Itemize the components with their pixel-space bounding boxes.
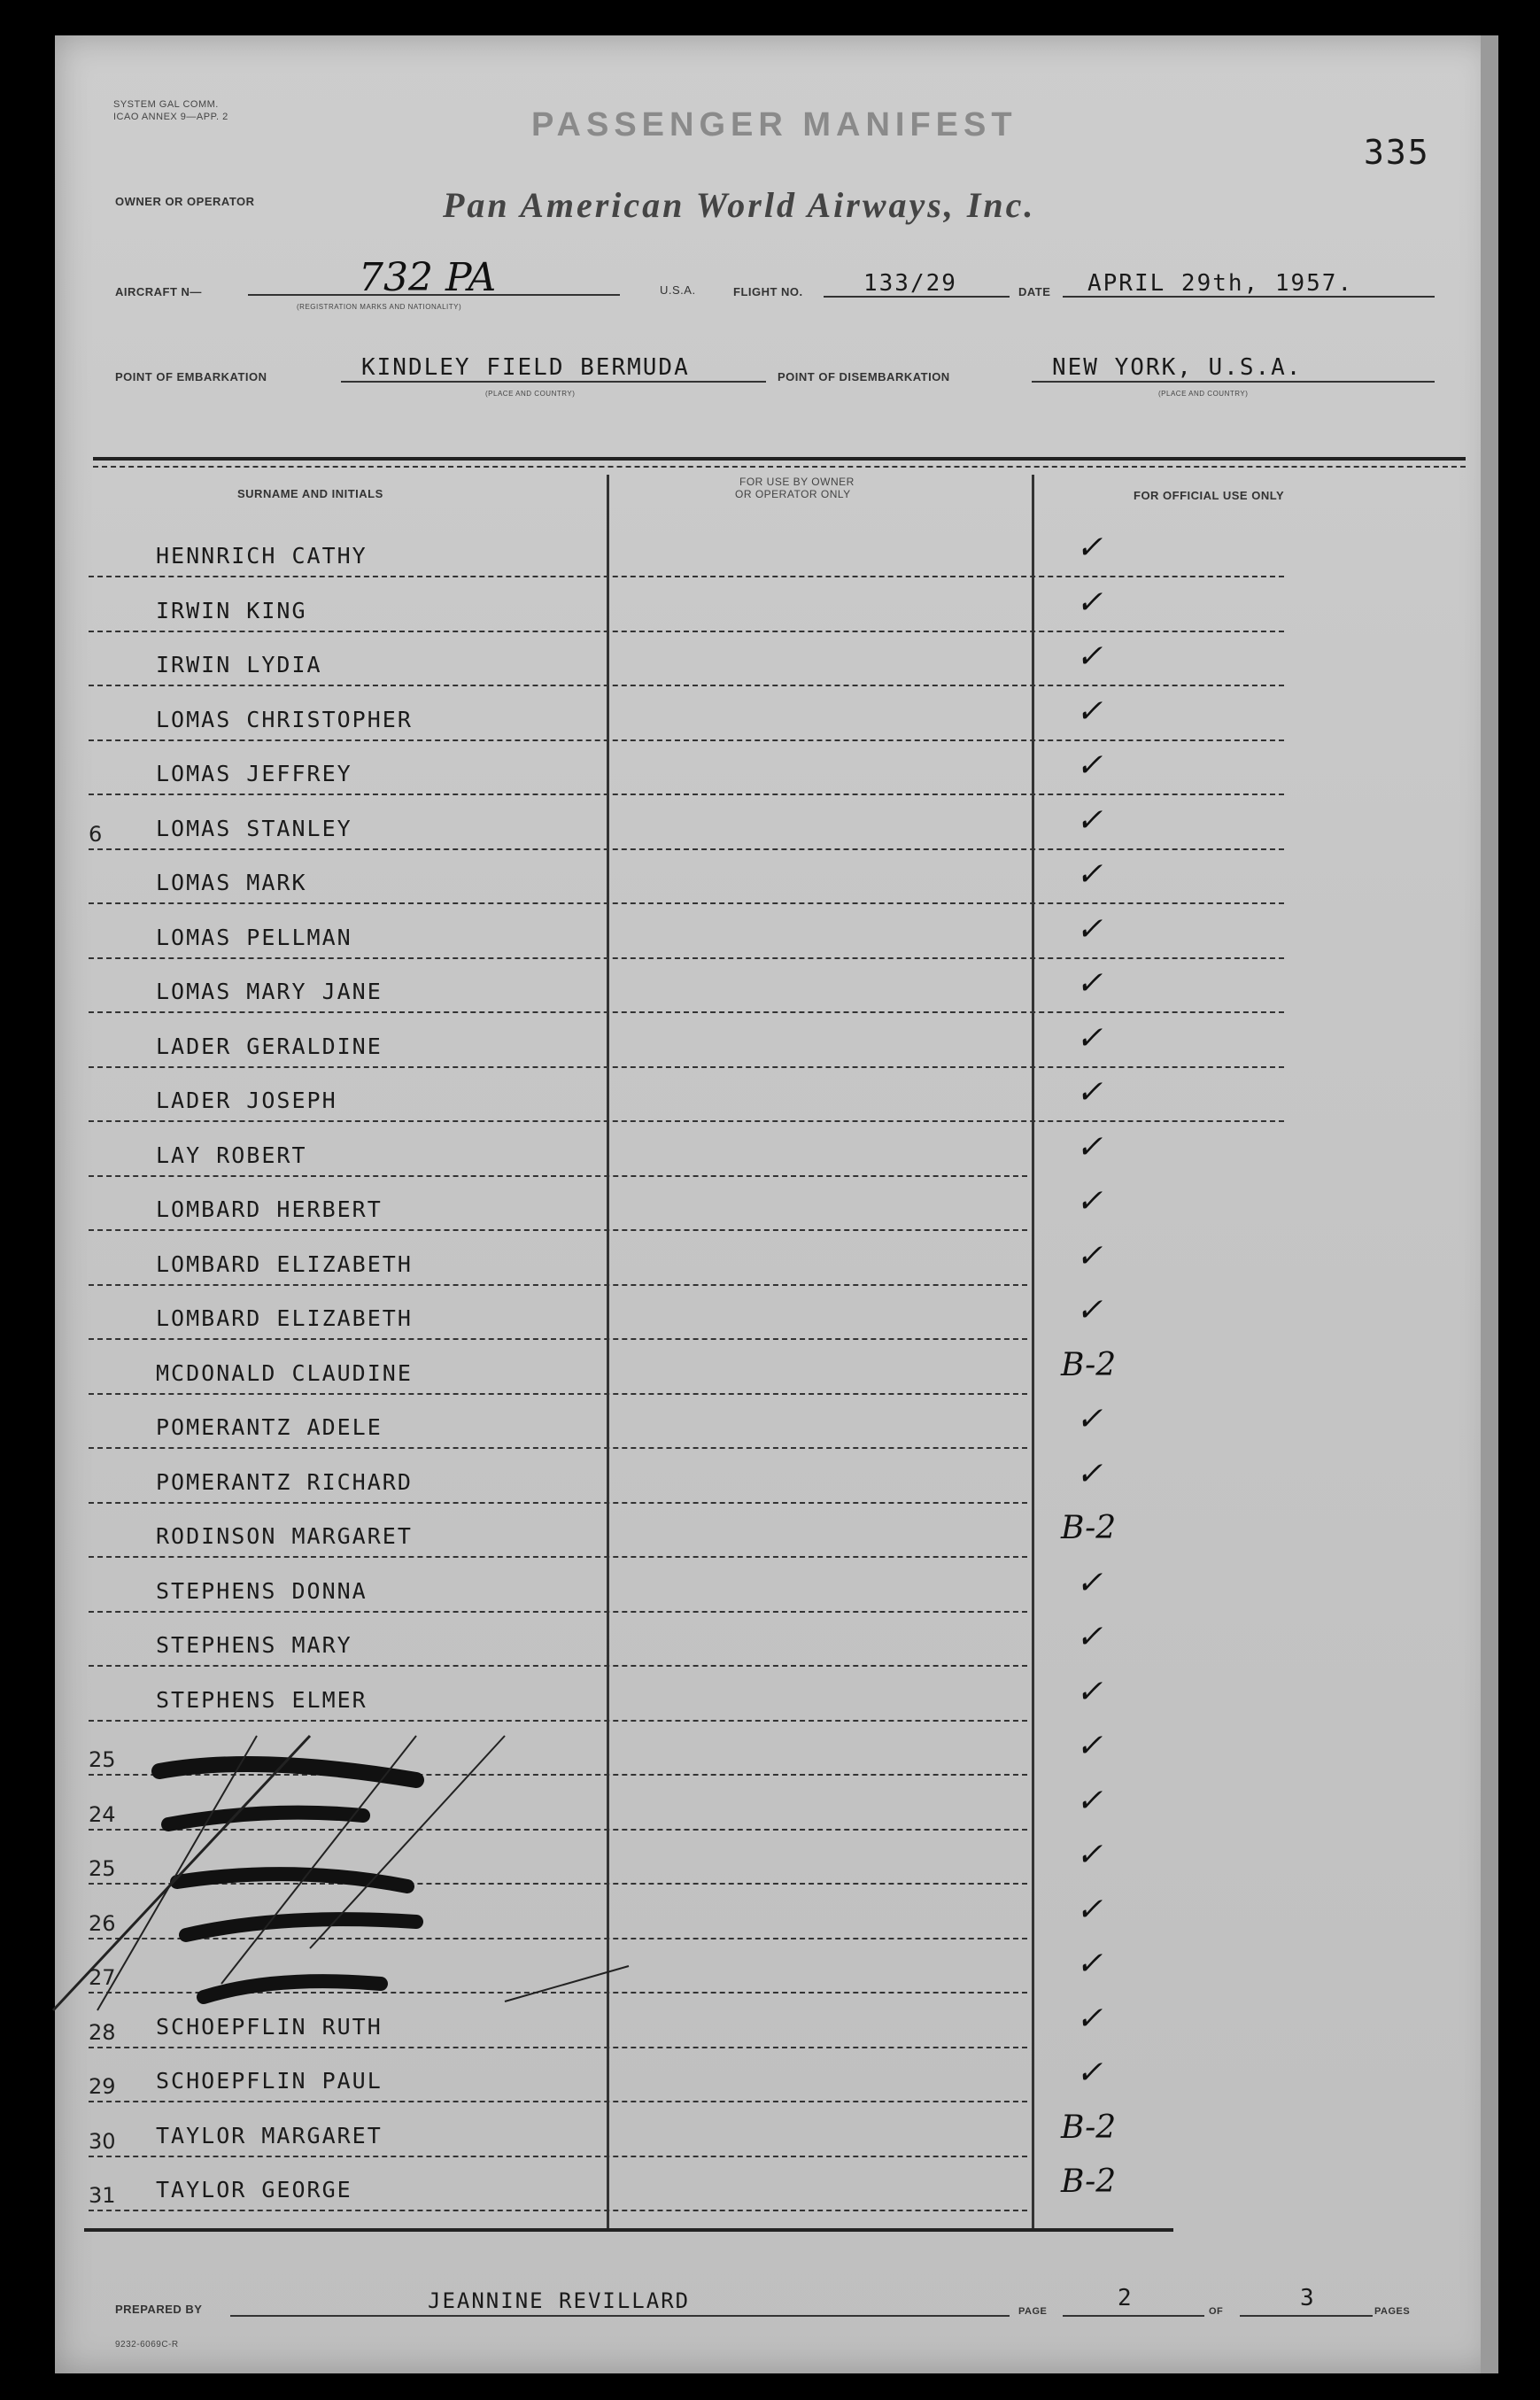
row-number: 28: [89, 2019, 116, 2045]
owner-value: Pan American World Airways, Inc.: [443, 185, 1036, 225]
passenger-name: TAYLOR GEORGE: [156, 2177, 352, 2203]
of-label: OF: [1209, 2306, 1224, 2317]
status-annotation: B-2: [1061, 2164, 1117, 2200]
disembark-value: NEW YORK, U.S.A.: [1052, 354, 1303, 381]
flight-line: [824, 296, 1010, 298]
col-official-header: FOR OFFICIAL USE ONLY: [1134, 489, 1285, 502]
row-number: 26: [89, 1910, 116, 1936]
row-rule: [89, 1338, 1027, 1340]
row-number: 31: [89, 2183, 116, 2208]
page-value: 2: [1118, 2285, 1134, 2311]
passenger-name: LOMAS MARK: [156, 870, 307, 895]
passenger-name: STEPHENS ELMER: [156, 1686, 368, 1713]
prepared-line: [230, 2315, 1010, 2317]
passenger-name: IRWIN LYDIA: [156, 652, 322, 677]
sheet-edge: [1481, 35, 1498, 2373]
col-owner-header-1: FOR USE BY OWNER: [739, 476, 855, 488]
passenger-name: LOMAS MARY JANE: [156, 979, 383, 1004]
disembark-line: [1032, 381, 1435, 383]
row-rule: [89, 1447, 1027, 1449]
row-rule: [89, 1175, 1027, 1177]
row-rule: [89, 1229, 1027, 1231]
check-icon: ✓: [1076, 1946, 1103, 1982]
check-icon: ✓: [1076, 2000, 1103, 2037]
check-icon: ✓: [1076, 1455, 1103, 1492]
check-icon: ✓: [1076, 1401, 1103, 1437]
row-number: 30: [89, 2128, 116, 2154]
check-icon: ✓: [1076, 1074, 1103, 1111]
table-top-rule: [93, 457, 1466, 461]
row-rule: [89, 1611, 1027, 1613]
check-icon: ✓: [1076, 747, 1103, 784]
row-rule: [89, 957, 1284, 959]
passenger-name: TAYLOR MARGARET: [156, 2122, 383, 2148]
col-divider-2: [1032, 475, 1034, 2228]
footer-form-code: 9232-6069C-R: [115, 2340, 179, 2350]
row-rule: [89, 2156, 1027, 2157]
check-icon: ✓: [1076, 910, 1103, 948]
check-icon: ✓: [1076, 1782, 1103, 1819]
form-code-line1: SYSTEM GAL COMM.: [113, 99, 219, 110]
passenger-name: IRWIN KING: [156, 597, 307, 623]
of-line: [1240, 2315, 1373, 2317]
check-icon: ✓: [1076, 530, 1103, 566]
row-rule: [89, 576, 1284, 577]
row-number: 25: [89, 1856, 116, 1881]
flight-value: 133/29: [863, 270, 957, 297]
passenger-name: SCHOEPFLIN PAUL: [156, 2068, 383, 2094]
table-bottom-rule: [84, 2228, 1173, 2232]
row-number: 25: [89, 1747, 116, 1772]
check-icon: ✓: [1076, 2055, 1103, 2091]
passenger-name: POMERANTZ ADELE: [156, 1414, 383, 1440]
check-icon: ✓: [1076, 1564, 1103, 1601]
check-icon: ✓: [1076, 801, 1103, 839]
table-top-rule-2: [93, 466, 1466, 468]
row-number: 27: [89, 1965, 116, 1990]
date-value: APRIL 29th, 1957.: [1087, 270, 1354, 297]
passenger-name: LADER GERALDINE: [156, 1033, 383, 1059]
passenger-name: LADER JOSEPH: [156, 1088, 337, 1113]
passenger-name: HENNRICH CATHY: [156, 543, 368, 569]
page-stamp: 335: [1364, 133, 1430, 172]
pages-label: PAGES: [1374, 2306, 1411, 2317]
disembark-label: POINT OF DISEMBARKATION: [778, 370, 950, 383]
row-rule: [89, 1284, 1027, 1286]
aircraft-sub: (REGISTRATION MARKS AND NATIONALITY): [297, 303, 462, 311]
check-icon: ✓: [1076, 1292, 1103, 1328]
page-line: [1063, 2315, 1204, 2317]
row-rule: [89, 2210, 1027, 2211]
check-icon: ✓: [1076, 1891, 1103, 1928]
passenger-name: LOMBARD ELIZABETH: [156, 1250, 413, 1277]
form-title: PASSENGER MANIFEST: [531, 106, 1018, 143]
prepared-label: PREPARED BY: [115, 2303, 203, 2316]
row-rule: [89, 848, 1284, 850]
prepared-value: JEANNINE REVILLARD: [428, 2288, 691, 2313]
col-surname-header: SURNAME AND INITIALS: [237, 487, 383, 500]
check-icon: ✓: [1076, 1237, 1103, 1274]
check-icon: ✓: [1076, 1019, 1103, 1057]
check-icon: ✓: [1076, 856, 1103, 893]
embark-value: KINDLEY FIELD BERMUDA: [361, 354, 690, 381]
row-number: 24: [89, 1801, 116, 1827]
row-rule: [89, 1066, 1284, 1068]
passenger-name: SCHOEPFLIN RUTH: [156, 2013, 383, 2040]
row-rule: [89, 1665, 1027, 1667]
check-icon: ✓: [1076, 1619, 1103, 1655]
passenger-name: RODINSON MARGARET: [156, 1523, 413, 1549]
row-rule: [89, 794, 1284, 795]
row-rule: [89, 1120, 1284, 1122]
row-rule: [89, 2047, 1027, 2048]
status-annotation: B-2: [1061, 1510, 1117, 1546]
row-rule: [89, 739, 1284, 741]
check-icon: ✓: [1076, 1728, 1103, 1764]
redaction-scribble: [44, 1718, 682, 2037]
date-line: [1063, 296, 1435, 298]
of-value: 3: [1300, 2285, 1316, 2311]
check-icon: ✓: [1076, 584, 1103, 621]
check-icon: ✓: [1076, 1183, 1103, 1219]
status-annotation: B-2: [1061, 1346, 1117, 1383]
aircraft-line: [248, 294, 620, 296]
row-number: 29: [89, 2074, 116, 2099]
form-code-line2: ICAO ANNEX 9—APP. 2: [113, 112, 228, 122]
passenger-name: POMERANTZ RICHARD: [156, 1468, 413, 1495]
embark-sub: (PLACE AND COUNTRY): [485, 390, 576, 398]
passenger-name: LOMBARD HERBERT: [156, 1196, 383, 1222]
check-icon: ✓: [1076, 1837, 1103, 1873]
status-annotation: B-2: [1061, 2109, 1117, 2146]
passenger-name: LAY ROBERT: [156, 1142, 307, 1168]
passenger-name: LOMAS PELLMAN: [156, 924, 352, 950]
passenger-name: LOMAS STANLEY: [156, 815, 352, 841]
row-rule: [89, 902, 1284, 904]
row-rule: [89, 2101, 1027, 2102]
row-rule: [89, 631, 1284, 632]
col-owner-header-2: OR OPERATOR ONLY: [735, 488, 851, 500]
check-icon: ✓: [1076, 639, 1103, 675]
row-rule: [89, 1393, 1027, 1395]
passenger-name: STEPHENS MARY: [156, 1632, 352, 1658]
check-icon: ✓: [1076, 1128, 1103, 1165]
check-icon: ✓: [1076, 693, 1103, 730]
row-rule: [89, 1556, 1027, 1558]
passenger-name: LOMBARD ELIZABETH: [156, 1305, 413, 1331]
flight-label: FLIGHT NO.: [733, 285, 803, 298]
aircraft-label: AIRCRAFT N—: [115, 285, 202, 298]
usa-label: U.S.A.: [660, 283, 696, 297]
date-label: DATE: [1018, 285, 1051, 298]
passenger-name: LOMAS CHRISTOPHER: [156, 706, 413, 732]
embark-line: [341, 381, 766, 383]
page-label: PAGE: [1018, 2306, 1048, 2317]
passenger-name: MCDONALD CLAUDINE: [156, 1359, 413, 1386]
check-icon: ✓: [1076, 1673, 1103, 1710]
passenger-name: LOMAS JEFFREY: [156, 761, 352, 786]
aircraft-value: 732 PA: [359, 255, 497, 300]
row-rule: [89, 685, 1284, 686]
disembark-sub: (PLACE AND COUNTRY): [1158, 390, 1249, 398]
passenger-name: STEPHENS DONNA: [156, 1577, 368, 1604]
owner-label: OWNER OR OPERATOR: [115, 195, 255, 208]
row-rule: [89, 1502, 1027, 1504]
row-rule: [89, 1011, 1284, 1013]
row-number: 6: [89, 821, 103, 847]
check-icon: ✓: [1076, 965, 1103, 1002]
embark-label: POINT OF EMBARKATION: [115, 370, 267, 383]
